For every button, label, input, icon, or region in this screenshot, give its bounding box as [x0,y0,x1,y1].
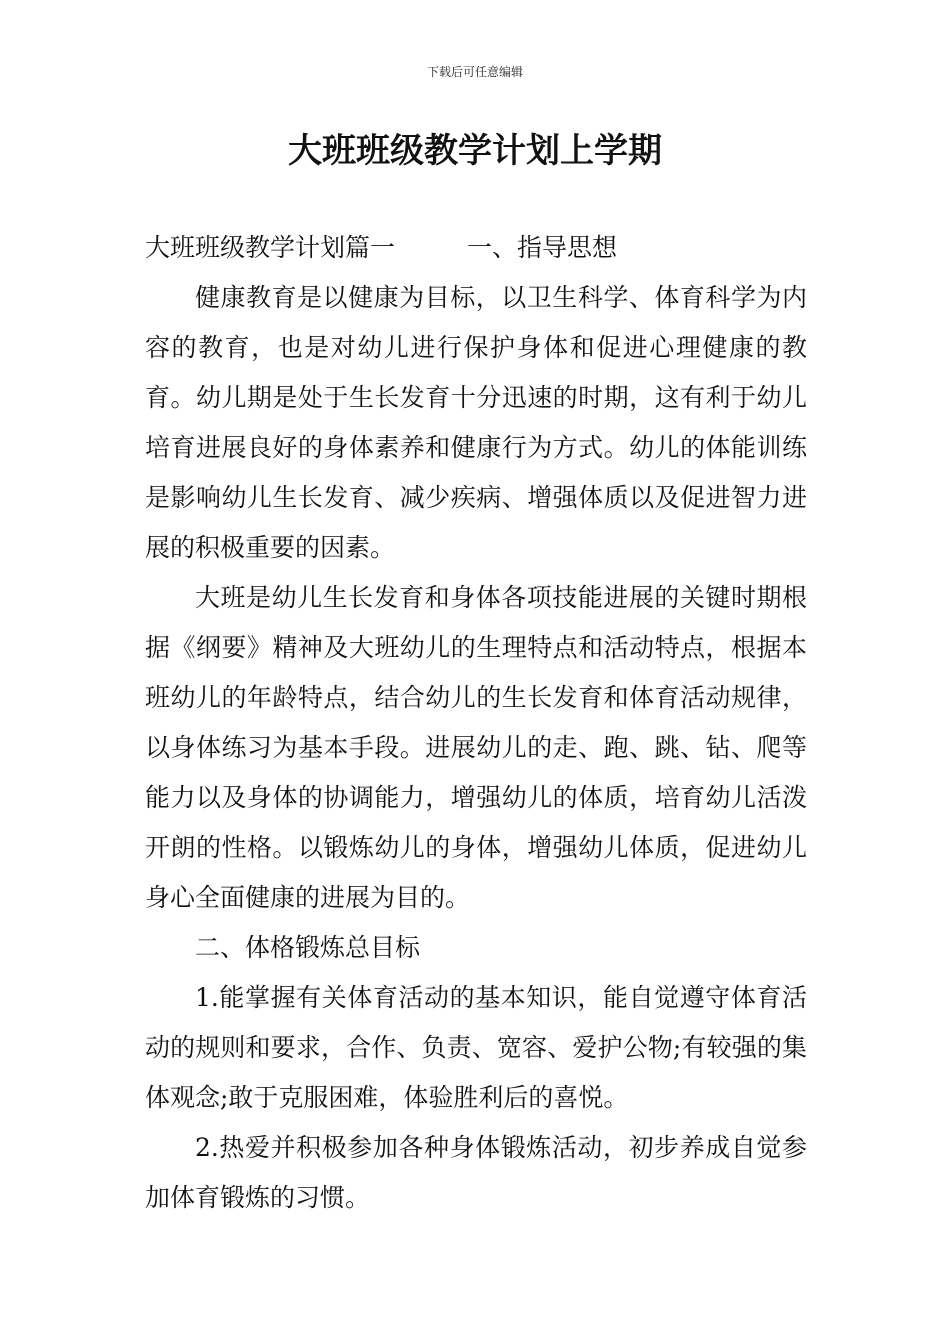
goal-item-1: 1.能掌握有关体育活动的基本知识，能自觉遵守体育活动的规则和要求，合作、负责、宽容、爱护公物;有较强的集体观念;敢于克服困难，体验胜利后的喜悦。 [145,983,807,1112]
paragraph-senior-class: 大班是幼儿生长发育和身体各项技能进展的关键时期根据《纲要》精神及大班幼儿的生理特点和活动特点，根据本班幼儿的年龄特点，结合幼儿的生长发育和体育活动规律，以身体练习为基本手段。进展幼儿的走、跑、跳、钻、爬等能力以及身体的协调能力，增强幼儿的体质，培育幼儿活泼开朗的性格。以锻炼幼儿的身体，增强幼儿体质，促进幼儿身心全面健康的进展为目的。 [145,583,807,912]
section-heading-physical-goals: 二、体格锻炼总目标 [195,933,421,962]
section-heading-guiding-thought: 一、指导思想 [467,233,618,262]
document-body [145,223,807,1223]
intro-line [145,223,807,273]
header-note: 下载后可任意编辑 [426,65,523,79]
paragraph-health-education: 健康教育是以健康为目标，以卫生科学、体育科学为内容的教育，也是对幼儿进行保护身体和促进心理健康的教育。幼儿期是处于生长发育十分迅速的时期，这有利于幼儿培育进展良好的身体素养和健康行为方式。幼儿的体能训练是影响幼儿生长发育、减少疾病、增强体质以及促进智力进展的积极重要的因素。 [145,283,807,562]
goal-item-2: 2.热爱并积极参加各种身体锻炼活动，初步养成自觉参加体育锻炼的习惯。 [145,1133,807,1212]
intro-label: 大班班级教学计划篇一 [145,233,396,262]
document-title: 大班班级教学计划上学期 [288,131,662,171]
